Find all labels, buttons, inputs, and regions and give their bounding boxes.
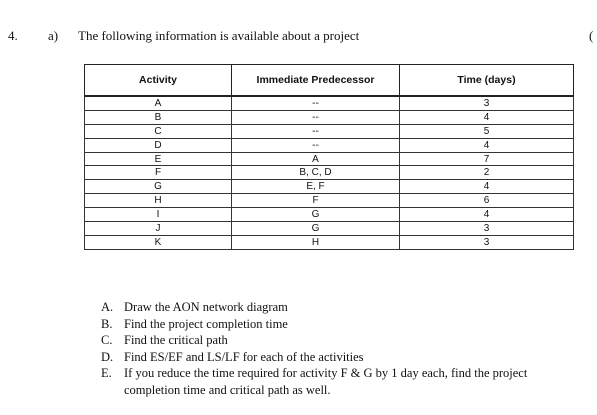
task-text: Draw the AON network diagram — [124, 300, 288, 314]
cell-predecessor: H — [232, 235, 400, 249]
cell-activity: H — [85, 194, 232, 208]
cell-activity: G — [85, 180, 232, 194]
cell-activity: K — [85, 235, 232, 249]
cell-time: 2 — [400, 166, 574, 180]
task-letter: C. — [101, 333, 113, 347]
cell-activity: I — [85, 208, 232, 222]
task-letter: E. — [101, 366, 112, 380]
cell-activity: B — [85, 110, 232, 124]
list-item — [101, 349, 581, 366]
header-immediate-predecessor: Immediate Predecessor — [232, 65, 400, 97]
cell-activity: E — [85, 152, 232, 166]
header-activity: Activity — [85, 65, 232, 97]
table-row — [85, 110, 574, 124]
cell-predecessor: -- — [232, 110, 400, 124]
question-intro: The following information is available about a project — [78, 28, 360, 43]
cell-activity: J — [85, 222, 232, 236]
cell-time: 3 — [400, 222, 574, 236]
cell-time: 7 — [400, 152, 574, 166]
task-text: If you reduce the time required for activity F & G by 1 day each, find the project completion time and critical path as well. — [124, 366, 528, 397]
question-part: a) — [48, 28, 59, 43]
cell-activity: D — [85, 138, 232, 152]
table-row — [85, 208, 574, 222]
table-row — [85, 138, 574, 152]
table-row — [85, 222, 574, 236]
task-letter: D. — [101, 349, 114, 364]
header-time-days: Time (days) — [400, 65, 574, 97]
list-item — [101, 316, 581, 333]
table-row — [85, 124, 574, 138]
table-row — [85, 96, 574, 110]
cell-time: 4 — [400, 208, 574, 222]
cell-time: 4 — [400, 110, 574, 124]
table-row — [85, 152, 574, 166]
list-item — [101, 332, 581, 349]
cell-predecessor: G — [232, 208, 400, 222]
table-row — [85, 194, 574, 208]
cell-predecessor: B, C, D — [232, 166, 400, 180]
cell-time: 3 — [400, 96, 574, 110]
table-row — [85, 235, 574, 249]
cell-time: 6 — [400, 194, 574, 208]
cell-predecessor: G — [232, 222, 400, 236]
cell-predecessor: E, F — [232, 180, 400, 194]
cell-predecessor: -- — [232, 96, 400, 110]
task-text: Find the project completion time — [124, 316, 288, 331]
cell-time: 3 — [400, 235, 574, 249]
cell-time: 4 — [400, 180, 574, 194]
table-header-row — [85, 65, 574, 97]
table-body — [85, 96, 574, 249]
list-item — [101, 365, 581, 398]
task-list — [101, 299, 581, 398]
question-number: 4. — [8, 28, 18, 43]
cell-time: 4 — [400, 138, 574, 152]
cell-predecessor: -- — [232, 124, 400, 138]
task-text: Find ES/EF and LS/LF for each of the activities — [124, 349, 364, 364]
task-letter: A. — [101, 300, 114, 314]
cell-time: 5 — [400, 124, 574, 138]
project-activity-table — [84, 64, 574, 250]
cell-predecessor: A — [232, 152, 400, 166]
task-text: Find the critical path — [124, 333, 228, 347]
table-row — [85, 180, 574, 194]
list-item — [101, 299, 581, 316]
cell-activity: C — [85, 124, 232, 138]
cell-activity: A — [85, 96, 232, 110]
cell-predecessor: F — [232, 194, 400, 208]
task-letter: B. — [101, 316, 113, 331]
table-row — [85, 166, 574, 180]
marks-fragment: ( — [589, 28, 594, 43]
cell-activity: F — [85, 166, 232, 180]
cell-predecessor: -- — [232, 138, 400, 152]
